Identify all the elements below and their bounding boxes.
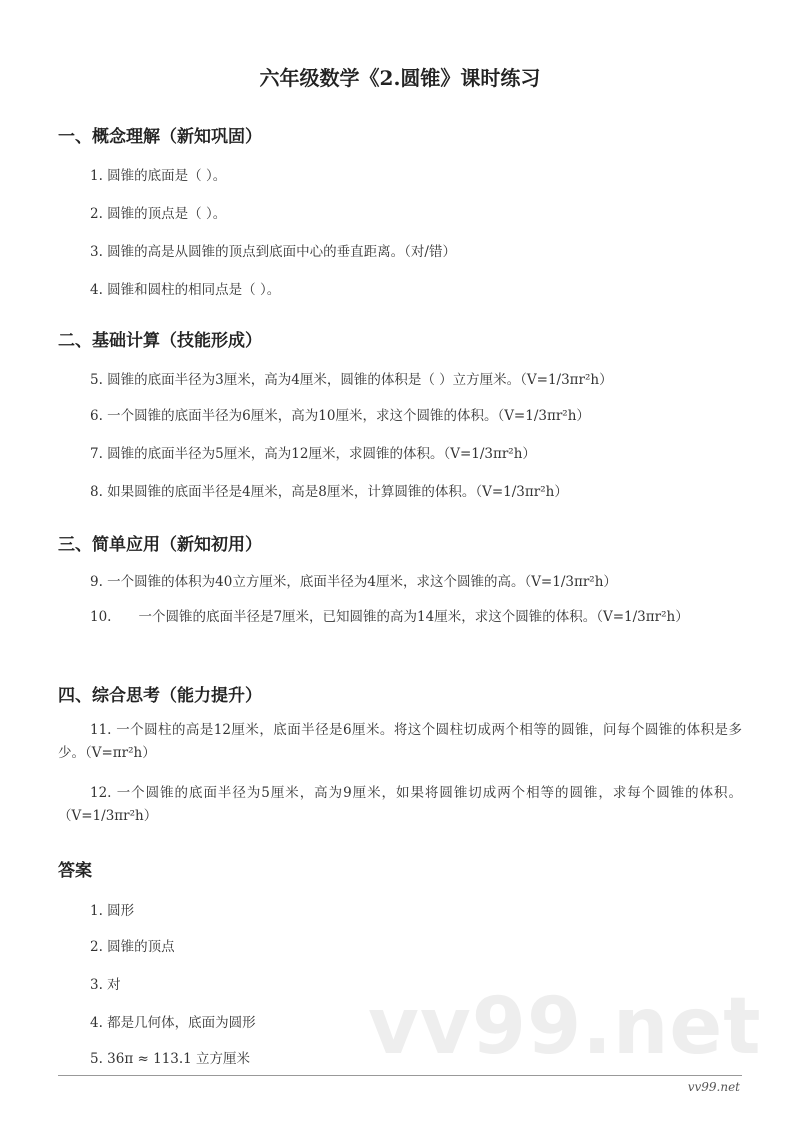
question-3: 3. 圆锥的高是从圆锥的顶点到底面中心的垂直距离。（对/错）	[90, 244, 456, 260]
question-7: 7. 圆锥的底面半径为5厘米，高为12厘米，求圆锥的体积。（V=1/3πr²h）	[90, 446, 536, 462]
question-10: 10. 一个圆锥的底面半径是7厘米，已知圆锥的高为14厘米，求这个圆锥的体积。（V=1/3πr²h）	[90, 609, 689, 625]
question-2: 2. 圆锥的顶点是（ ）。	[90, 206, 227, 222]
page-title: 六年级数学《2.圆锥》课时练习	[259, 66, 541, 90]
answer-5: 5. 36π ≈ 113.1 立方厘米	[90, 1051, 251, 1067]
footer-divider	[58, 1075, 742, 1076]
answer-1: 1. 圆形	[90, 903, 135, 919]
question-6: 6. 一个圆锥的底面半径为6厘米，高为10厘米，求这个圆锥的体积。（V=1/3πr²h）	[90, 408, 590, 424]
answer-4: 4. 都是几何体，底面为圆形	[90, 1015, 256, 1031]
question-4: 4. 圆锥和圆柱的相同点是（ ）。	[90, 282, 281, 298]
question-11: 11. 一个圆柱的高是12厘米，底面半径是6厘米。将这个圆柱切成两个相等的圆锥，问每个圆锥的体积是多少。（V=πr²h）	[58, 722, 742, 761]
footer-site: vv99.net	[687, 1080, 740, 1094]
question-5: 5. 圆锥的底面半径为3厘米，高为4厘米，圆锥的体积是（ ）立方厘米。（V=1/3πr²h）	[90, 372, 613, 388]
section-heading-basic-calc: 二、基础计算（技能形成）	[58, 331, 262, 351]
question-8: 8. 如果圆锥的底面半径是4厘米，高是8厘米，计算圆锥的体积。（V=1/3πr²h）	[90, 484, 568, 500]
answers-heading: 答案	[58, 861, 92, 881]
section-heading-synthesis: 四、综合思考（能力提升）	[58, 686, 262, 706]
watermark: vv99.net	[368, 982, 762, 1072]
question-1: 1. 圆锥的底面是（ ）。	[90, 168, 227, 184]
question-9: 9. 一个圆锥的体积为40立方厘米，底面半径为4厘米，求这个圆锥的高。（V=1/3πr²h）	[90, 574, 617, 590]
section-heading-concepts: 一、概念理解（新知巩固）	[58, 127, 262, 147]
answer-3: 3. 对	[90, 977, 121, 993]
question-12: 12. 一个圆锥的底面半径为5厘米，高为9厘米，如果将圆锥切成两个相等的圆锥，求每个圆锥的体积。（V=1/3πr²h）	[58, 785, 742, 824]
section-heading-application: 三、简单应用（新知初用）	[58, 535, 262, 555]
answer-2: 2. 圆锥的顶点	[90, 939, 175, 955]
